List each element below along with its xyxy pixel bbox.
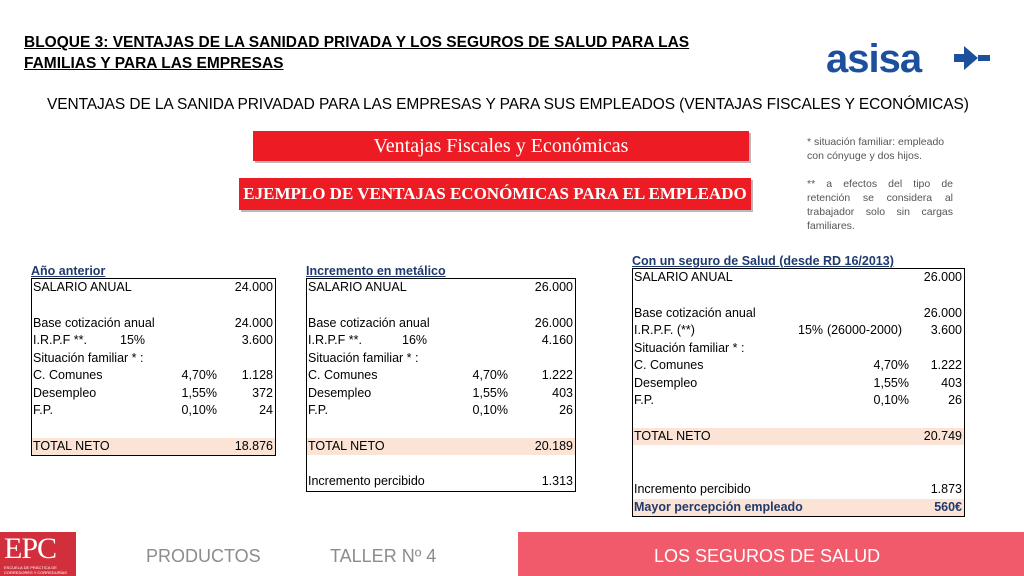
table-cell: Base cotización anual xyxy=(634,305,756,320)
table-cell: 26.000 xyxy=(923,270,962,284)
table-cell: 24.000 xyxy=(234,315,273,330)
epc-logo-subtitle: ESCUELA DE PRÁCTICA DE CORREDORES Y CORREDURÍAS xyxy=(4,565,67,575)
table-cell: 0,10% xyxy=(472,403,508,417)
table-cell: 372 xyxy=(252,385,273,400)
table-cell: I.R.P.F **. xyxy=(33,333,87,347)
table-row-increment xyxy=(307,473,575,491)
table-cell: 403 xyxy=(552,385,573,400)
table-row-total xyxy=(32,438,275,456)
table-cell: 1.222 xyxy=(541,368,573,382)
table-row xyxy=(307,385,575,403)
table-cell: 4,70% xyxy=(472,368,508,382)
table-row xyxy=(32,350,275,368)
table-title: Incremento en metálico xyxy=(306,264,446,278)
table-cell: Situación familiar * : xyxy=(634,340,745,355)
table-row xyxy=(32,332,275,350)
table-row xyxy=(633,375,964,393)
table-row xyxy=(633,269,964,287)
table-row xyxy=(32,402,275,420)
nav-taller[interactable]: TALLER Nº 4 xyxy=(330,546,437,566)
table-cell: TOTAL NETO xyxy=(634,428,711,443)
table-cell: SALARIO ANUAL xyxy=(33,280,132,294)
table-grid xyxy=(306,278,576,492)
example-banner: EJEMPLO DE VENTAJAS ECONÓMICAS PARA EL EMPLEADO xyxy=(239,178,751,210)
table-cell: 16% xyxy=(402,333,428,347)
table-cell: 15% xyxy=(798,323,824,337)
table-row xyxy=(307,315,575,333)
table-title: Con un seguro de Salud (desde RD 16/2013) xyxy=(632,254,894,268)
table-cell: 26.000 xyxy=(534,280,573,294)
table-row xyxy=(32,367,275,385)
table-row xyxy=(32,297,275,315)
table-cell: TOTAL NETO xyxy=(308,438,385,453)
table-row-total xyxy=(633,428,964,446)
table-cell: 4,70% xyxy=(873,358,909,372)
table-row xyxy=(32,385,275,403)
table-cell: 26.000 xyxy=(534,315,573,330)
table-cell: Desempleo xyxy=(33,385,97,400)
table-cell: C. Comunes xyxy=(634,358,704,372)
footer-nav-area xyxy=(76,532,518,576)
table-cell: 3.600 xyxy=(930,323,962,337)
table-cell: 18.876 xyxy=(234,438,273,453)
table-row xyxy=(307,402,575,420)
block-title xyxy=(24,32,714,74)
block-title-line1: BLOQUE 3: VENTAJAS DE LA SANIDAD PRIVADA Y LOS SEGUROS DE SALUD PARA LAS xyxy=(24,34,690,51)
table-cell: Situación familiar * : xyxy=(33,350,144,365)
table-row xyxy=(307,332,575,350)
table-row xyxy=(633,305,964,323)
arrow-icon xyxy=(954,46,978,70)
table-cell: SALARIO ANUAL xyxy=(308,280,407,294)
table-cell: 20.189 xyxy=(534,438,573,453)
table-row xyxy=(633,340,964,358)
table-previous-year xyxy=(31,264,276,456)
table-cell: F.P. xyxy=(308,403,328,417)
table-title: Año anterior xyxy=(31,264,106,278)
table-cell: Incremento percibido xyxy=(308,474,425,488)
table-row xyxy=(633,445,964,463)
table-grid xyxy=(31,278,276,456)
table-row xyxy=(307,420,575,438)
table-cell: 3.600 xyxy=(241,333,273,347)
footer-section-title: LOS SEGUROS DE SALUD xyxy=(654,546,881,566)
table-cell: 403 xyxy=(941,375,962,390)
table-row xyxy=(307,455,575,473)
table-cell: 26 xyxy=(559,403,573,417)
table-cash-increase xyxy=(306,264,576,492)
table-cell: (26000-2000) xyxy=(826,323,902,337)
table-cell: I.R.P.F. (**) xyxy=(634,323,695,337)
table-row xyxy=(32,279,275,297)
table-row xyxy=(307,350,575,368)
table-cell: C. Comunes xyxy=(33,368,103,382)
note-retention: ** a efectos del tipo de retención se considera al trabajador solo sin cargas familiares. xyxy=(807,178,953,232)
epc-logo: EPC xyxy=(4,532,57,565)
table-row xyxy=(307,367,575,385)
table-cell: 560€ xyxy=(934,499,962,514)
table-cell: Desempleo xyxy=(308,385,372,400)
table-row xyxy=(32,420,275,438)
table-cell: 20.749 xyxy=(923,428,962,443)
table-row-total xyxy=(307,438,575,456)
table-row-increment xyxy=(633,481,964,499)
table-cell: F.P. xyxy=(33,403,53,417)
table-cell: TOTAL NETO xyxy=(33,438,110,453)
table-cell: Base cotización anual xyxy=(308,315,430,330)
table-cell: I.R.P.F **. xyxy=(308,333,362,347)
table-cell: 4,70% xyxy=(181,368,217,382)
table-cell: C. Comunes xyxy=(308,368,378,382)
table-row xyxy=(633,322,964,340)
table-row xyxy=(307,297,575,315)
table-cell: 0,10% xyxy=(873,393,909,407)
table-cell: Mayor percepción empleado xyxy=(634,499,803,514)
asisa-logo-text: asisa xyxy=(826,37,922,80)
table-cell: Base cotización anual xyxy=(33,315,155,330)
table-grid xyxy=(632,268,965,517)
table-row xyxy=(307,279,575,297)
table-cell: Situación familiar * : xyxy=(308,350,419,365)
table-cell: 1.222 xyxy=(930,358,962,372)
table-cell: Desempleo xyxy=(634,375,698,390)
section-subtitle: VENTAJAS DE LA SANIDA PRIVADAD PARA LAS EMPRESAS Y PARA SUS EMPLEADOS (VENTAJAS FISCALES Y ECONÓMICAS) xyxy=(47,96,969,113)
table-cell: 1,55% xyxy=(873,375,909,390)
table-row xyxy=(633,392,964,410)
table-row-highlight xyxy=(633,499,964,517)
table-cell: 26 xyxy=(948,393,962,407)
table-row xyxy=(32,315,275,333)
table-cell: 1,55% xyxy=(472,385,508,400)
asisa-logo xyxy=(826,36,991,80)
table-cell: 26.000 xyxy=(923,305,962,320)
table-cell: 1.873 xyxy=(930,482,962,496)
table-row xyxy=(633,463,964,481)
table-cell: SALARIO ANUAL xyxy=(634,270,733,284)
table-cell: 15% xyxy=(120,333,146,347)
table-cell: 1.128 xyxy=(241,368,273,382)
table-cell: 0,10% xyxy=(181,403,217,417)
table-health-insurance xyxy=(632,254,965,517)
table-cell: 24.000 xyxy=(234,280,273,294)
table-row xyxy=(633,410,964,428)
table-row xyxy=(633,357,964,375)
table-cell: 1.313 xyxy=(541,474,573,488)
table-cell: 4.160 xyxy=(541,333,573,347)
table-cell: F.P. xyxy=(634,393,654,407)
table-row xyxy=(633,287,964,305)
table-cell: 24 xyxy=(259,403,273,417)
table-cell: Incremento percibido xyxy=(634,482,751,496)
fiscal-banner: Ventajas Fiscales y Económicas xyxy=(253,131,749,161)
table-cell: 1,55% xyxy=(181,385,217,400)
note-family-situation: * situación familiar: empleado con cónyuge y dos hijos. xyxy=(807,136,945,162)
nav-productos[interactable]: PRODUCTOS xyxy=(146,546,261,566)
block-title-line2: FAMILIAS Y PARA LAS EMPRESAS xyxy=(24,55,284,72)
